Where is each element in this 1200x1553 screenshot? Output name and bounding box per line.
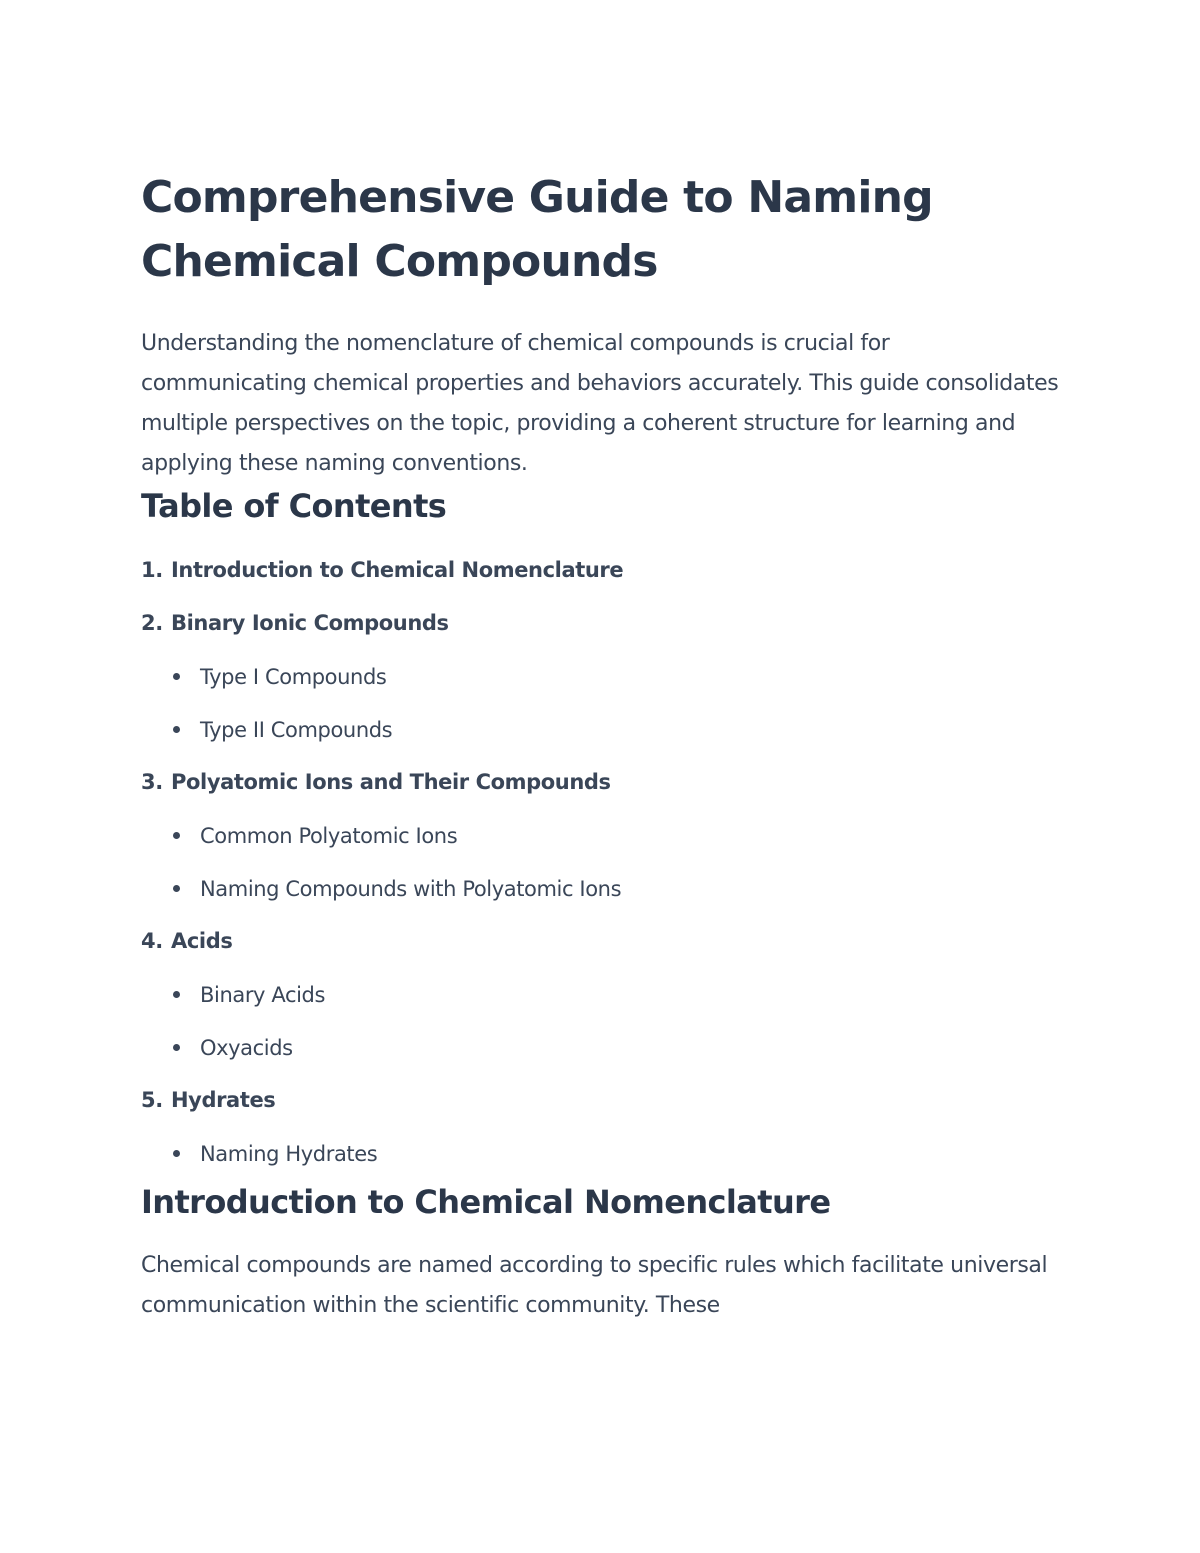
- bullet-icon: [173, 726, 180, 733]
- toc-number: 5.: [141, 1088, 163, 1112]
- toc-subitem: [169, 968, 1061, 1021]
- toc-item: [141, 1074, 1061, 1180]
- toc-link[interactable]: Introduction to Chemical Nomenclature: [171, 558, 624, 582]
- toc-sublist: [141, 809, 1061, 915]
- toc-subitem: [169, 703, 1061, 756]
- bullet-icon: [173, 991, 180, 998]
- toc-sublist: [141, 1127, 1061, 1180]
- toc-link[interactable]: Acids: [171, 929, 233, 953]
- toc-number: 4.: [141, 929, 163, 953]
- toc-subitem-label: Binary Acids: [200, 982, 326, 1007]
- toc-subitem: [169, 862, 1061, 915]
- toc-subitem-label: Naming Hydrates: [200, 1141, 378, 1166]
- table-of-contents: [141, 544, 1061, 1180]
- toc-number: 2.: [141, 611, 163, 635]
- toc-subitem-label: Type I Compounds: [200, 664, 387, 689]
- intro-paragraph: Understanding the nomenclature of chemical compounds is crucial for communicating chemical properties and behaviors accurately. This guide consolidates multiple perspectives on the topic, providing a coherent structure for learning and applying these naming conventions.: [141, 331, 1059, 476]
- toc-heading: Table of Contents: [141, 487, 447, 525]
- toc-entry: [141, 1074, 1061, 1127]
- toc-entry: [141, 756, 1061, 809]
- toc-item: [141, 756, 1061, 915]
- toc-item: [141, 915, 1061, 1074]
- toc-item: [141, 544, 1061, 597]
- bullet-icon: [173, 832, 180, 839]
- toc-subitem: [169, 1127, 1061, 1180]
- bullet-icon: [173, 1150, 180, 1157]
- toc-link[interactable]: Binary Ionic Compounds: [171, 611, 449, 635]
- toc-number: 1.: [141, 558, 163, 582]
- toc-subitem-label: Oxyacids: [200, 1035, 293, 1060]
- section-paragraph: Chemical compounds are named according to specific rules which facilitate universal communication within the scientific community. These: [141, 1253, 1048, 1318]
- bullet-icon: [173, 1044, 180, 1051]
- toc-subitem-label: Common Polyatomic Ions: [200, 823, 458, 848]
- section-heading: Introduction to Chemical Nomenclature: [141, 1183, 831, 1221]
- toc-subitem-label: Naming Compounds with Polyatomic Ions: [200, 876, 622, 901]
- toc-subitem: [169, 650, 1061, 703]
- bullet-icon: [173, 673, 180, 680]
- bullet-icon: [173, 885, 180, 892]
- toc-item: [141, 597, 1061, 756]
- document-page: [141, 166, 1061, 1326]
- toc-link[interactable]: Polyatomic Ions and Their Compounds: [171, 770, 611, 794]
- toc-entry: [141, 544, 1061, 597]
- toc-entry: [141, 597, 1061, 650]
- toc-subitem-label: Type II Compounds: [200, 717, 393, 742]
- toc-link[interactable]: Hydrates: [171, 1088, 276, 1112]
- toc-sublist: [141, 968, 1061, 1074]
- toc-subitem: [169, 1021, 1061, 1074]
- toc-sublist: [141, 650, 1061, 756]
- toc-subitem: [169, 809, 1061, 862]
- toc-number: 3.: [141, 770, 163, 794]
- page-title: Comprehensive Guide to Naming Chemical Compounds: [141, 172, 933, 287]
- toc-entry: [141, 915, 1061, 968]
